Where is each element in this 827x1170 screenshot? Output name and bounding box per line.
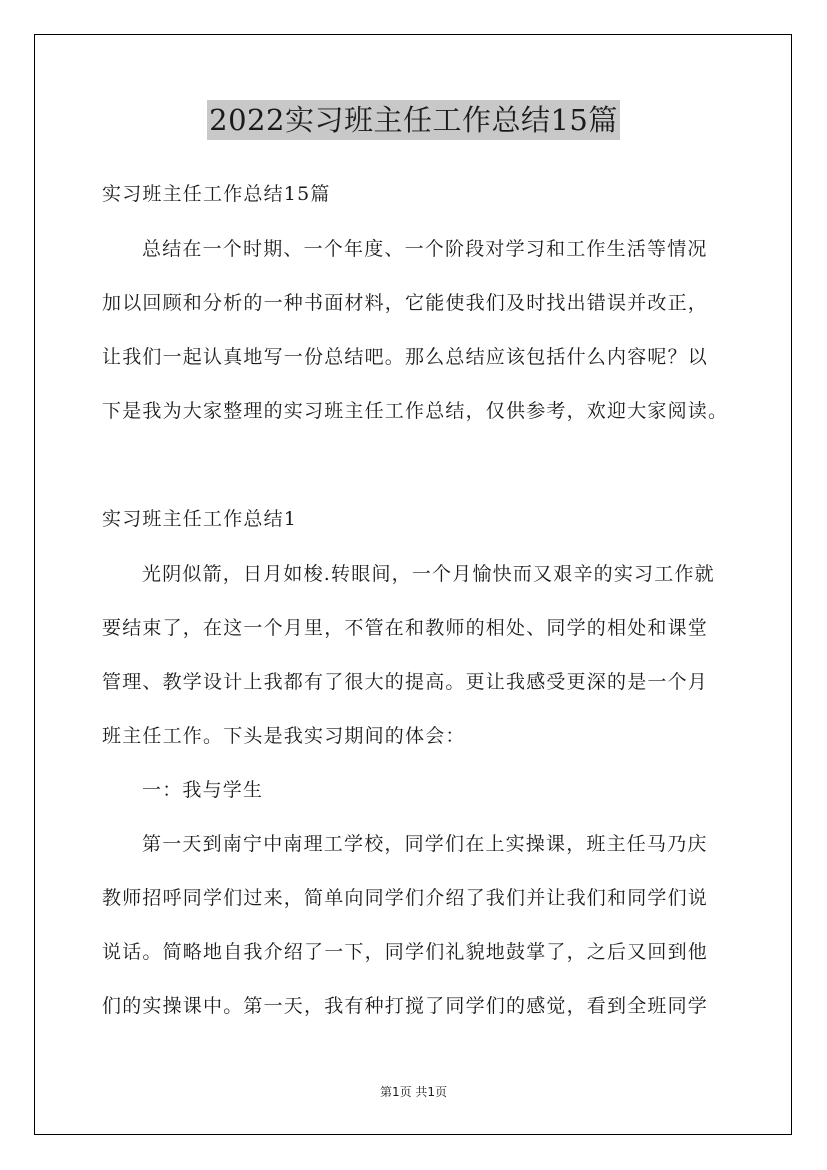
intro-line: 下是我为大家整理的实习班主任工作总结，仅供参考，欢迎大家阅读。 [102,400,729,422]
paragraph-line: 说话。简略地自我介绍了一下，同学们礼貌地鼓掌了，之后又回到他 [102,941,709,963]
intro-line: 总结在一个时期、一个年度、一个阶段对学习和工作生活等情况 [142,238,708,260]
subheading: 一：我与学生 [142,779,264,801]
paragraph-line: 光阴似箭，日月如梭.转眼间，一个月愉快而又艰辛的实习工作就 [142,563,715,585]
intro-line: 让我们一起认真地写一份总结吧。那么总结应该包括什么内容呢？以 [102,346,709,368]
paragraph-line: 要结束了，在这一个月里，不管在和教师的相处、同学的相处和课堂 [102,617,709,639]
paragraph-line: 第一天到南宁中南理工学校，同学们在上实操课，班主任马乃庆 [142,833,708,855]
paragraph-line: 教师招呼同学们过来，简单向同学们介绍了我们并让我们和同学们说 [102,887,709,909]
section-heading: 实习班主任工作总结1 [102,508,298,530]
paragraph-line: 班主任工作。下头是我实习期间的体会： [102,725,466,747]
paragraph-line: 们的实操课中。第一天，我有种打搅了同学们的感觉，看到全班同学 [102,995,709,1017]
page-footer: 第1页 共1页 [379,1085,448,1099]
intro-line: 加以回顾和分析的一种书面材料，它能使我们及时找出错误并改正， [102,292,709,314]
document-title: 2022实习班主任工作总结15篇 [207,100,620,140]
paragraph-line: 管理、教学设计上我都有了很大的提高。更让我感受更深的是一个月 [102,671,709,693]
document-subtitle: 实习班主任工作总结15篇 [102,183,331,205]
title-container [0,100,827,140]
